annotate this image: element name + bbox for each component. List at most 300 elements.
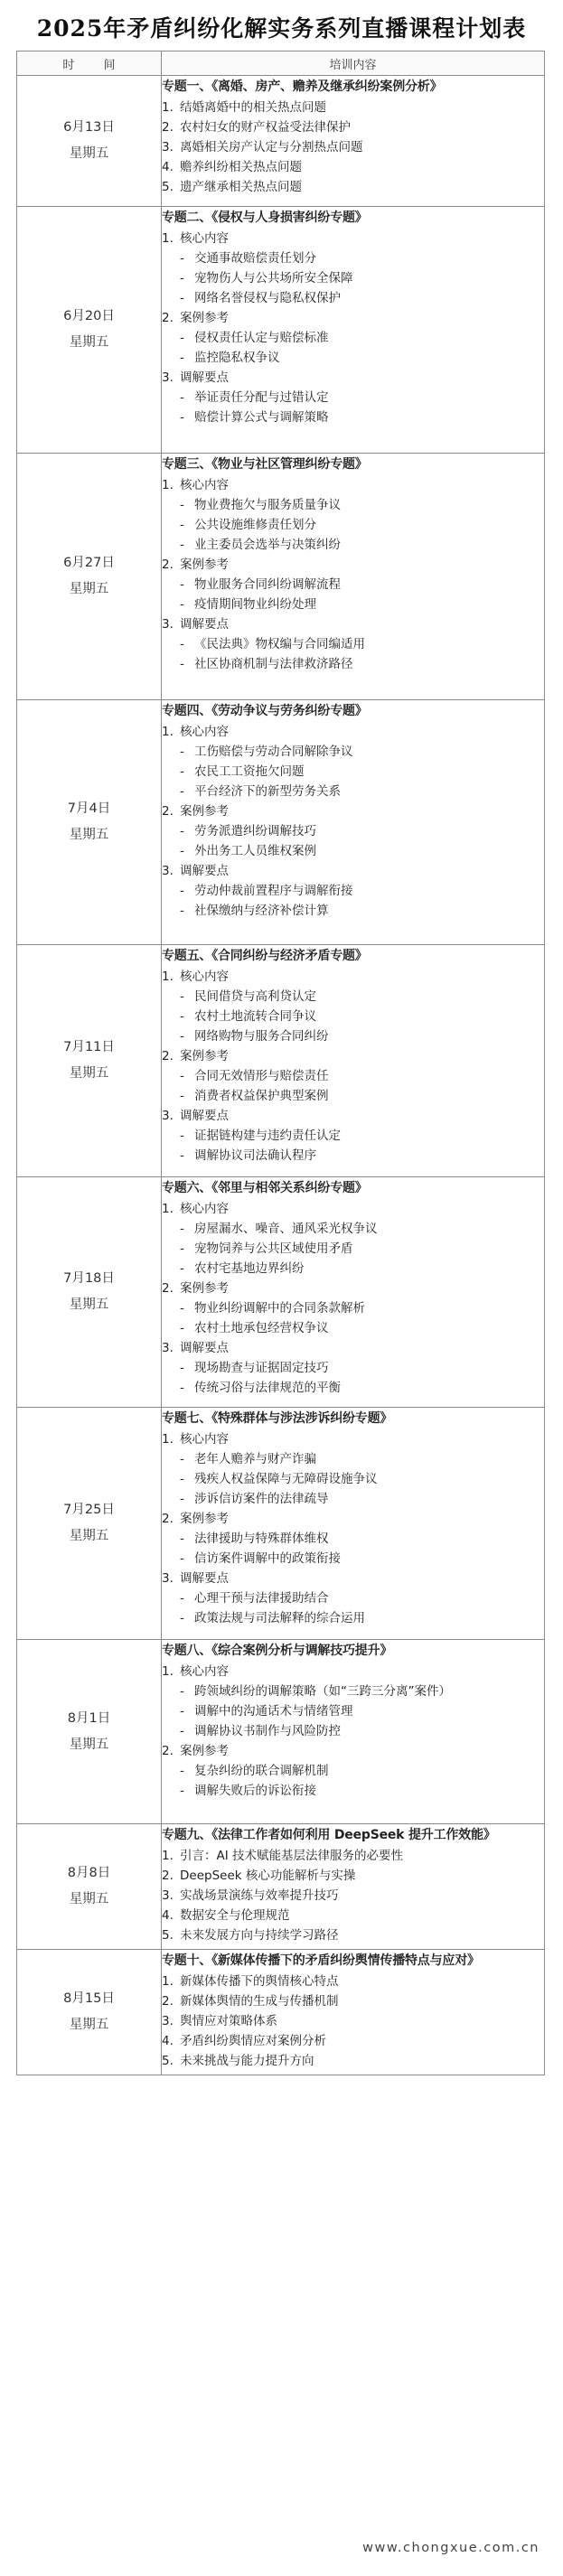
outline-item-number: 1. xyxy=(162,1849,174,1863)
dash-bullet-icon: - xyxy=(180,271,184,286)
session-weekday: 星期五 xyxy=(69,335,109,350)
outline-item-text: 新媒体舆情的生成与传播机制 xyxy=(180,1994,339,2009)
outline-item-number: 3. xyxy=(162,140,174,155)
session-date: 8月15日 xyxy=(63,1991,115,2006)
outline-item-text: 核心内容 xyxy=(180,478,229,492)
outline-subitem-text: 消费者权益保护典型案例 xyxy=(194,1089,329,1103)
outline-item-number: 4. xyxy=(162,2034,174,2048)
outline-item-number: 3. xyxy=(162,864,174,878)
session-time-cell xyxy=(17,700,162,945)
outline-item xyxy=(162,1429,544,1449)
dash-bullet-icon: - xyxy=(180,884,184,898)
dash-bullet-icon: - xyxy=(180,1009,184,1024)
outline-item xyxy=(162,475,544,495)
session-content-cell xyxy=(162,1640,545,1824)
outline-subitem-text: 证据链构建与违约责任认定 xyxy=(194,1129,341,1143)
dash-bullet-icon: - xyxy=(180,1684,184,1699)
outline-subitem-text: 传统习俗与法律规范的平衡 xyxy=(194,1381,341,1395)
outline-item-number: 2. xyxy=(162,804,174,819)
outline-item-text: 调解要点 xyxy=(180,617,229,632)
outline-item-number: 4. xyxy=(162,160,174,174)
session-weekday: 星期五 xyxy=(69,146,109,161)
session-content-cell xyxy=(162,945,545,1177)
outline-item-text: 离婚相关房产认定与分割热点问题 xyxy=(180,140,363,155)
session-date: 7月25日 xyxy=(63,1503,115,1517)
dash-bullet-icon: - xyxy=(180,1492,184,1506)
dash-bullet-icon: - xyxy=(180,538,184,552)
outline-item-text: 矛盾纠纷舆情应对案例分析 xyxy=(180,2034,326,2048)
outline-subitem-text: 信访案件调解中的政策衔接 xyxy=(194,1551,341,1566)
outline-item-text: 案例参考 xyxy=(180,557,229,572)
outline-item xyxy=(162,2051,544,2071)
outline-subitem-text: 政策法规与司法解释的综合运用 xyxy=(194,1611,365,1625)
dash-bullet-icon: - xyxy=(180,1611,184,1625)
outline-subitem-text: 业主委员会选举与决策纠纷 xyxy=(194,538,341,552)
session-time-cell xyxy=(17,207,162,454)
schedule-row xyxy=(17,1950,545,2075)
schedule-row xyxy=(17,700,545,945)
outline-subitem-text: 农村土地承包经营权争议 xyxy=(194,1321,329,1335)
outline-subitem xyxy=(162,328,544,348)
outline-item xyxy=(162,117,544,137)
dash-bullet-icon: - xyxy=(180,1241,184,1256)
outline-subitem xyxy=(162,634,544,654)
outline-subitem-text: 社保缴纳与经济补偿计算 xyxy=(194,904,329,918)
outline-subitem xyxy=(162,1549,544,1569)
outline-item-number: 1. xyxy=(162,725,174,739)
session-weekday: 星期五 xyxy=(69,1892,109,1906)
outline-subitem-text: 农村宅基地边界纠纷 xyxy=(194,1261,305,1276)
session-date: 6月20日 xyxy=(63,309,115,323)
outline-subitem xyxy=(162,841,544,861)
outline-item xyxy=(162,1662,544,1681)
outline-subitem-text: 平台经济下的新型劳务关系 xyxy=(194,784,341,799)
session-time-cell xyxy=(17,454,162,700)
outline-subitem xyxy=(162,1588,544,1608)
outline-item-text: 调解要点 xyxy=(180,1109,229,1123)
outline-subitem-text: 网络购物与服务合同纠纷 xyxy=(194,1029,329,1044)
outline-item xyxy=(162,1925,544,1945)
outline-subitem-text: 宠物饲养与公共区域使用矛盾 xyxy=(194,1241,353,1256)
outline-subitem xyxy=(162,1066,544,1086)
outline-subitem xyxy=(162,901,544,921)
outline-subitem-text: 心理干预与法律援助结合 xyxy=(194,1591,329,1606)
outline-item-number: 1. xyxy=(162,478,174,492)
dash-bullet-icon: - xyxy=(180,1301,184,1316)
outline-subitem xyxy=(162,1469,544,1489)
outline-item-number: 3. xyxy=(162,1888,174,1903)
topic-title: 专题四、《劳动争议与劳务纠纷专题》 xyxy=(162,704,368,718)
topic-title: 专题十、《新媒体传播下的矛盾纠纷舆情传播特点与应对》 xyxy=(162,1953,480,1968)
dash-bullet-icon: - xyxy=(180,637,184,651)
outline-subitem-text: 外出务工人员维权案例 xyxy=(194,844,316,858)
outline-subitem-text: 农民工工资拖欠问题 xyxy=(194,764,305,779)
outline-subitem-text: 赔偿计算公式与调解策略 xyxy=(194,410,329,425)
dash-bullet-icon: - xyxy=(180,1472,184,1486)
dash-bullet-icon: - xyxy=(180,1222,184,1236)
outline-item xyxy=(162,1106,544,1126)
outline-item-number: 2. xyxy=(162,120,174,135)
schedule-row xyxy=(17,76,545,207)
outline-item xyxy=(162,861,544,881)
outline-item-number: 1. xyxy=(162,1432,174,1447)
session-content-cell xyxy=(162,454,545,700)
outline-item xyxy=(162,967,544,987)
schedule-row xyxy=(17,454,545,700)
session-time-cell xyxy=(17,945,162,1177)
session-time-cell xyxy=(17,1824,162,1950)
session-time-cell xyxy=(17,76,162,207)
outline-item-number: 2. xyxy=(162,1744,174,1758)
outline-item-number: 5. xyxy=(162,1928,174,1943)
outline-item xyxy=(162,1991,544,2011)
schedule-row xyxy=(17,207,545,454)
outline-item xyxy=(162,1972,544,1991)
outline-subitem xyxy=(162,1489,544,1509)
outline-subitem xyxy=(162,268,544,288)
dash-bullet-icon: - xyxy=(180,251,184,266)
outline-item xyxy=(162,614,544,634)
content-column-header: 培训内容 xyxy=(162,52,545,76)
schedule-body xyxy=(17,76,545,2075)
outline-subitem xyxy=(162,575,544,595)
outline-item-number: 5. xyxy=(162,180,174,194)
session-content-cell xyxy=(162,1408,545,1640)
dash-bullet-icon: - xyxy=(180,1381,184,1395)
outline-item-text: 舆情应对策略体系 xyxy=(180,2014,277,2028)
outline-item-text: 核心内容 xyxy=(180,1202,229,1216)
dash-bullet-icon: - xyxy=(180,1452,184,1466)
outline-item-number: 3. xyxy=(162,1109,174,1123)
dash-bullet-icon: - xyxy=(180,331,184,345)
outline-item-text: 赡养纠纷相关热点问题 xyxy=(180,160,302,174)
outline-item-text: 遗产继承相关热点问题 xyxy=(180,180,302,194)
outline-item xyxy=(162,1846,544,1866)
topic-title: 专题二、《侵权与人身损害纠纷专题》 xyxy=(162,211,368,225)
dash-bullet-icon: - xyxy=(180,989,184,1004)
outline-item-text: 核心内容 xyxy=(180,1432,229,1447)
outline-subitem xyxy=(162,1721,544,1741)
outline-subitem xyxy=(162,1298,544,1318)
session-date: 8月8日 xyxy=(67,1866,111,1880)
outline-subitem-text: 房屋漏水、噪音、通风采光权争议 xyxy=(194,1222,378,1236)
outline-item xyxy=(162,137,544,157)
outline-subitem xyxy=(162,782,544,801)
outline-item xyxy=(162,722,544,742)
outline-item xyxy=(162,368,544,388)
outline-item-text: 案例参考 xyxy=(180,1281,229,1296)
outline-item-text: 农村妇女的财产权益受法律保护 xyxy=(180,120,351,135)
outline-subitem xyxy=(162,1318,544,1338)
dash-bullet-icon: - xyxy=(180,498,184,512)
dash-bullet-icon: - xyxy=(180,745,184,759)
outline-subitem-text: 《民法典》物权编与合同编适用 xyxy=(194,637,365,651)
outline-subitem-text: 物业费拖欠与服务质量争议 xyxy=(194,498,341,512)
outline-subitem xyxy=(162,595,544,614)
outline-subitem xyxy=(162,515,544,535)
outline-item-text: 新媒体传播下的舆情核心特点 xyxy=(180,1974,339,1989)
dash-bullet-icon: - xyxy=(180,1148,184,1163)
outline-item xyxy=(162,1199,544,1219)
session-weekday: 星期五 xyxy=(69,828,109,842)
outline-item-text: 案例参考 xyxy=(180,1744,229,1758)
outline-item-text: 实战场景演练与效率提升技巧 xyxy=(180,1888,339,1903)
outline-item xyxy=(162,1886,544,1906)
topic-title: 专题五、《合同纠纷与经济矛盾专题》 xyxy=(162,949,368,963)
session-weekday: 星期五 xyxy=(69,2018,109,2032)
topic-title: 专题六、《邻里与相邻关系纠纷专题》 xyxy=(162,1181,368,1195)
session-date: 6月27日 xyxy=(63,556,115,570)
outline-subitem-text: 老年人赡养与财产诈骗 xyxy=(194,1452,316,1466)
outline-item xyxy=(162,177,544,197)
outline-subitem-text: 工伤赔偿与劳动合同解除争议 xyxy=(194,745,353,759)
outline-item-text: 核心内容 xyxy=(180,725,229,739)
outline-subitem xyxy=(162,248,544,268)
outline-item xyxy=(162,1741,544,1761)
session-weekday: 星期五 xyxy=(69,582,109,596)
topic-title: 专题一、《离婚、房产、赡养及继承纠纷案例分析》 xyxy=(162,80,443,94)
dash-bullet-icon: - xyxy=(180,844,184,858)
outline-item-text: 核心内容 xyxy=(180,1664,229,1679)
session-date: 6月13日 xyxy=(63,120,115,135)
outline-item-text: 调解要点 xyxy=(180,1571,229,1586)
outline-subitem xyxy=(162,1529,544,1549)
outline-item xyxy=(162,1906,544,1925)
time-column-header: 时 间 xyxy=(17,52,162,76)
page-title: 2025年矛盾纠纷化解实务系列直播课程计划表 xyxy=(36,15,527,42)
dash-bullet-icon: - xyxy=(180,764,184,779)
dash-bullet-icon: - xyxy=(180,1321,184,1335)
session-time-cell xyxy=(17,1408,162,1640)
outline-item-number: 5. xyxy=(162,2054,174,2068)
dash-bullet-icon: - xyxy=(180,1704,184,1719)
session-content-cell xyxy=(162,76,545,207)
outline-subitem xyxy=(162,1449,544,1469)
outline-item-number: 2. xyxy=(162,311,174,325)
session-date: 8月1日 xyxy=(67,1710,111,1726)
outline-item-number: 1. xyxy=(162,1202,174,1216)
outline-subitem xyxy=(162,288,544,308)
dash-bullet-icon: - xyxy=(180,784,184,799)
session-weekday: 星期五 xyxy=(69,1297,109,1312)
outline-subitem-text: 物业纠纷调解中的合同条款解析 xyxy=(194,1301,365,1316)
outline-subitem xyxy=(162,654,544,674)
dash-bullet-icon: - xyxy=(180,824,184,838)
outline-item xyxy=(162,1338,544,1358)
dash-bullet-icon: - xyxy=(180,597,184,612)
outline-item xyxy=(162,555,544,575)
session-date: 7月18日 xyxy=(63,1271,115,1286)
outline-subitem xyxy=(162,1126,544,1146)
outline-subitem-text: 疫情期间物业纠纷处理 xyxy=(194,597,316,612)
outline-item-number: 2. xyxy=(162,1049,174,1063)
session-weekday: 星期五 xyxy=(69,1529,109,1543)
outline-item-text: 调解要点 xyxy=(180,370,229,385)
topic-title: 专题七、《特殊群体与涉法涉诉纠纷专题》 xyxy=(162,1411,393,1426)
outline-subitem-text: 宠物伤人与公共场所安全保障 xyxy=(194,271,353,286)
session-content-cell xyxy=(162,1177,545,1408)
schedule-row xyxy=(17,1408,545,1640)
outline-subitem-text: 交通事故赔偿责任划分 xyxy=(194,251,316,266)
dash-bullet-icon: - xyxy=(180,1089,184,1103)
dash-bullet-icon: - xyxy=(180,1532,184,1546)
outline-subitem-text: 监控隐私权争议 xyxy=(194,351,280,365)
outline-item-number: 1. xyxy=(162,970,174,984)
outline-subitem xyxy=(162,1259,544,1279)
outline-item-number: 1. xyxy=(162,231,174,246)
outline-item xyxy=(162,1569,544,1588)
dash-bullet-icon: - xyxy=(180,410,184,425)
topic-title: 专题九、《法律工作者如何利用 DeepSeek 提升工作效能》 xyxy=(162,1828,496,1842)
outline-subitem xyxy=(162,1781,544,1801)
outline-subitem-text: 跨领域纠纷的调解策略（如“三跨三分离”案件） xyxy=(194,1684,451,1699)
outline-item xyxy=(162,801,544,821)
outline-subitem xyxy=(162,1701,544,1721)
outline-subitem xyxy=(162,407,544,427)
outline-item-number: 1. xyxy=(162,100,174,115)
outline-item-text: 核心内容 xyxy=(180,231,229,246)
outline-item xyxy=(162,2011,544,2031)
outline-subitem-text: 调解中的沟通话术与情绪管理 xyxy=(194,1704,353,1719)
dash-bullet-icon: - xyxy=(180,1129,184,1143)
outline-subitem-text: 调解失败后的诉讼衔接 xyxy=(194,1784,316,1798)
outline-subitem xyxy=(162,348,544,368)
outline-subitem-text: 举证责任分配与过错认定 xyxy=(194,390,329,405)
outline-subitem-text: 民间借贷与高利贷认定 xyxy=(194,989,316,1004)
outline-item-number: 1. xyxy=(162,1974,174,1989)
outline-item-number: 1. xyxy=(162,1664,174,1679)
session-time-cell xyxy=(17,1640,162,1824)
schedule-row xyxy=(17,1640,545,1824)
dash-bullet-icon: - xyxy=(180,1361,184,1375)
session-weekday: 星期五 xyxy=(69,1066,109,1081)
outline-item xyxy=(162,1866,544,1886)
outline-subitem xyxy=(162,535,544,555)
outline-subitem xyxy=(162,1026,544,1046)
outline-subitem-text: 法律援助与特殊群体维权 xyxy=(194,1532,329,1546)
dash-bullet-icon: - xyxy=(180,904,184,918)
outline-subitem-text: 复杂纠纷的联合调解机制 xyxy=(194,1764,329,1778)
outline-item-text: DeepSeek 核心功能解析与实操 xyxy=(180,1869,356,1883)
outline-subitem-text: 公共设施维修责任划分 xyxy=(194,518,316,532)
session-content-cell xyxy=(162,700,545,945)
schedule-row xyxy=(17,1824,545,1950)
outline-subitem xyxy=(162,987,544,1007)
session-weekday: 星期五 xyxy=(69,1737,109,1752)
outline-subitem-text: 调解协议司法确认程序 xyxy=(194,1148,316,1163)
outline-subitem xyxy=(162,1146,544,1166)
outline-item-number: 2. xyxy=(162,1281,174,1296)
outline-item-text: 调解要点 xyxy=(180,864,229,878)
outline-item-number: 2. xyxy=(162,1512,174,1526)
outline-item-text: 引言：AI 技术赋能基层法律服务的必要性 xyxy=(180,1849,404,1863)
outline-subitem-text: 劳动仲裁前置程序与调解衔接 xyxy=(194,884,353,898)
dash-bullet-icon: - xyxy=(180,657,184,671)
dash-bullet-icon: - xyxy=(180,1029,184,1044)
outline-subitem xyxy=(162,495,544,515)
outline-item-text: 数据安全与伦理规范 xyxy=(180,1908,290,1923)
session-date: 7月4日 xyxy=(67,801,111,816)
outline-item-number: 3. xyxy=(162,1571,174,1586)
dash-bullet-icon: - xyxy=(180,1724,184,1738)
outline-item-text: 案例参考 xyxy=(180,1512,229,1526)
outline-subitem xyxy=(162,1378,544,1398)
topic-title: 专题八、《综合案例分析与调解技巧提升》 xyxy=(162,1644,393,1658)
outline-item-number: 2. xyxy=(162,1994,174,2009)
schedule-row xyxy=(17,945,545,1177)
website-footer: www.chongxue.com.cn xyxy=(362,2541,540,2555)
outline-subitem xyxy=(162,1608,544,1628)
dash-bullet-icon: - xyxy=(180,1591,184,1606)
dash-bullet-icon: - xyxy=(180,1069,184,1083)
outline-subitem-text: 调解协议书制作与风险防控 xyxy=(194,1724,341,1738)
outline-subitem xyxy=(162,1681,544,1701)
outline-item-number: 2. xyxy=(162,1869,174,1883)
outline-item xyxy=(162,229,544,248)
outline-subitem xyxy=(162,1086,544,1106)
outline-subitem xyxy=(162,1358,544,1378)
dash-bullet-icon: - xyxy=(180,1784,184,1798)
outline-subitem-text: 网络名誉侵权与隐私权保护 xyxy=(194,291,341,305)
dash-bullet-icon: - xyxy=(180,577,184,592)
outline-subitem-text: 涉诉信访案件的法律疏导 xyxy=(194,1492,329,1506)
outline-item xyxy=(162,1279,544,1298)
dash-bullet-icon: - xyxy=(180,291,184,305)
outline-item xyxy=(162,157,544,177)
outline-item xyxy=(162,1509,544,1529)
outline-item-text: 案例参考 xyxy=(180,804,229,819)
outline-subitem xyxy=(162,881,544,901)
outline-subitem xyxy=(162,762,544,782)
dash-bullet-icon: - xyxy=(180,1764,184,1778)
schedule-table xyxy=(16,51,545,2075)
outline-subitem xyxy=(162,1761,544,1781)
outline-item-text: 案例参考 xyxy=(180,311,229,325)
outline-subitem xyxy=(162,1219,544,1239)
outline-subitem-text: 残疾人权益保障与无障碍设施争议 xyxy=(194,1472,378,1486)
table-header-row xyxy=(17,52,545,76)
outline-subitem-text: 侵权责任认定与赔偿标准 xyxy=(194,331,329,345)
session-content-cell xyxy=(162,207,545,454)
session-time-cell xyxy=(17,1950,162,2075)
outline-item-number: 3. xyxy=(162,1341,174,1355)
outline-subitem-text: 社区协商机制与法律救济路径 xyxy=(194,657,353,671)
outline-item-number: 4. xyxy=(162,1908,174,1923)
outline-subitem xyxy=(162,388,544,407)
session-date: 7月11日 xyxy=(63,1040,115,1054)
outline-subitem-text: 合同无效情形与赔偿责任 xyxy=(194,1069,329,1083)
outline-item-text: 结婚离婚中的相关热点问题 xyxy=(180,100,326,115)
outline-item-text: 核心内容 xyxy=(180,970,229,984)
outline-subitem xyxy=(162,1007,544,1026)
outline-subitem xyxy=(162,1239,544,1259)
outline-subitem-text: 现场勘查与证据固定技巧 xyxy=(194,1361,329,1375)
schedule-row xyxy=(17,1177,545,1408)
dash-bullet-icon: - xyxy=(180,351,184,365)
topic-title: 专题三、《物业与社区管理纠纷专题》 xyxy=(162,457,368,472)
dash-bullet-icon: - xyxy=(180,1261,184,1276)
dash-bullet-icon: - xyxy=(180,1551,184,1566)
session-time-cell xyxy=(17,1177,162,1408)
dash-bullet-icon: - xyxy=(180,390,184,405)
outline-subitem-text: 物业服务合同纠纷调解流程 xyxy=(194,577,341,592)
outline-item-text: 未来发展方向与持续学习路径 xyxy=(180,1928,339,1943)
outline-subitem-text: 农村土地流转合同争议 xyxy=(194,1009,316,1024)
dash-bullet-icon: - xyxy=(180,518,184,532)
outline-subitem xyxy=(162,821,544,841)
outline-subitem-text: 劳务派遣纠纷调解技巧 xyxy=(194,824,316,838)
outline-item-number: 2. xyxy=(162,557,174,572)
